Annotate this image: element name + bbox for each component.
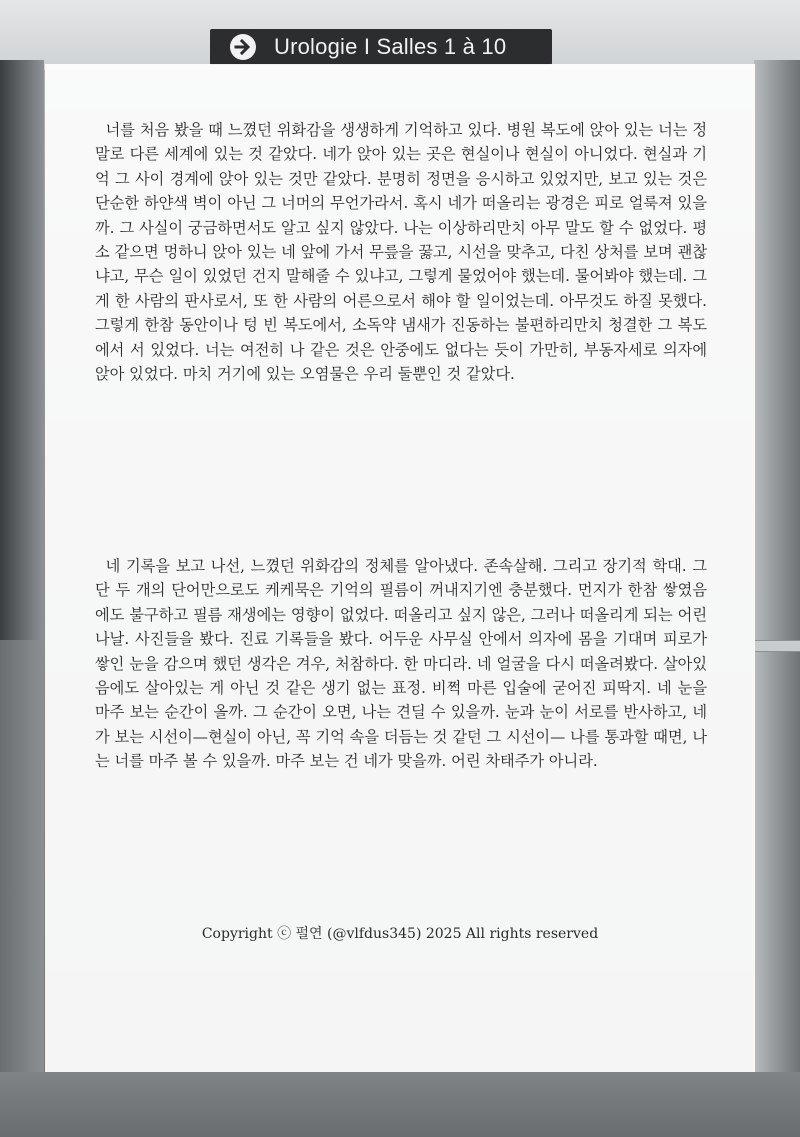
handrail — [754, 640, 800, 652]
paragraph-1 — [95, 118, 707, 386]
paragraph-text: 네 기록을 보고 나선, 느꼈던 위화감의 정체를 알아냈다. 존속살해. 그리고 장기적 학대. 그 단 두 개의 단어만으로도 케케묵은 기억의 필름이 꺼내지기엔 충분했다. 먼지가 한참 쌓였음에도 불구하고 필름 재생에는 영향이 없었다. 떠올리고 싶지 않은, 그러나 떠올리게 되는 어린 나날. 사진들을 봤다. 진료 기록들을 봤다. 어두운 사무실 안에서 의자에 몸을 기대며 피로가 쌓인 눈을 감으며 했던 생각은 겨우, 처참하다. 한 마디라. 네 얼굴을 다시 떠올려봤다. 살아있음에도 살아있는 게 아닌 것 같은 생기 없는 표정. 비쩍 마른 입술에 굳어진 피딱지. 네 눈을 마주 보는 순간이 올까. 그 순간이 오면, 나는 견딜 수 있을까. 눈과 눈이 서로를 반사하고, 네가 보는 시선이—현실이 아닌, 꼭 기억 속을 더듬는 것 같던 그 시선이— 나를 통과할 때면, 나는 너를 마주 볼 수 있을까. 마주 보는 건 네가 맞을까. 어린 차태주가 아니라. — [95, 557, 707, 771]
arrow-right-circle-icon — [230, 34, 256, 60]
corridor-floor — [0, 1072, 800, 1137]
sign-text: Urologie I Salles 1 à 10 — [274, 34, 507, 59]
paragraph-text: 너를 처음 봤을 때 느꼈던 위화감을 생생하게 기억하고 있다. 병원 복도에 앉아 있는 너는 정말로 다른 세계에 있는 것 같았다. 네가 앉아 있는 곳은 현실이나 현실이 아니었다. 현실과 기억 그 사이 경계에 앉아 있는 것만 같았다. 분명히 정면을 응시하고 있었지만, 보고 있는 것은 단순한 하얀색 벽이 아닌 그 너머의 무언가라서. 혹시 네가 떠올리는 광경은 피로 얼룩져 있을까. 그 사실이 궁금하면서도 알고 싶지 않았다. 나는 이상하리만치 아무 말도 할 수 없었다. 평소 같으면 멍하니 앉아 있는 네 앞에 가서 무릎을 꿇고, 시선을 맞추고, 다친 상처를 보며 괜찮냐고, 무슨 일이 있었던 건지 말해줄 수 있냐고, 그렇게 물었어야 했는데. 물어봐야 했는데. 그게 한 사람의 판사로서, 또 한 사람의 어른으로서 해야 할 일이었는데. 아무것도 하질 못했다. 그렇게 한참 동안이나 텅 빈 복도에서, 소독약 냄새가 진동하는 불편하리만치 청결한 그 복도에서 서 있었다. 너는 여전히 나 같은 것은 안중에도 없다는 듯이 가만히, 부동자세로 의자에 앉아 있었다. 마치 거기에 있는 오염물은 우리 둘뿐인 것 같았다. — [95, 121, 707, 384]
copyright-notice: Copyright ⓒ 펄연 (@vlfdus345) 2025 All rights reserved — [201, 926, 599, 942]
hospital-sign — [210, 29, 552, 65]
left-wall-lower-background — [0, 640, 44, 1137]
paragraph-2 — [95, 554, 707, 774]
right-wall-background — [754, 60, 800, 1137]
